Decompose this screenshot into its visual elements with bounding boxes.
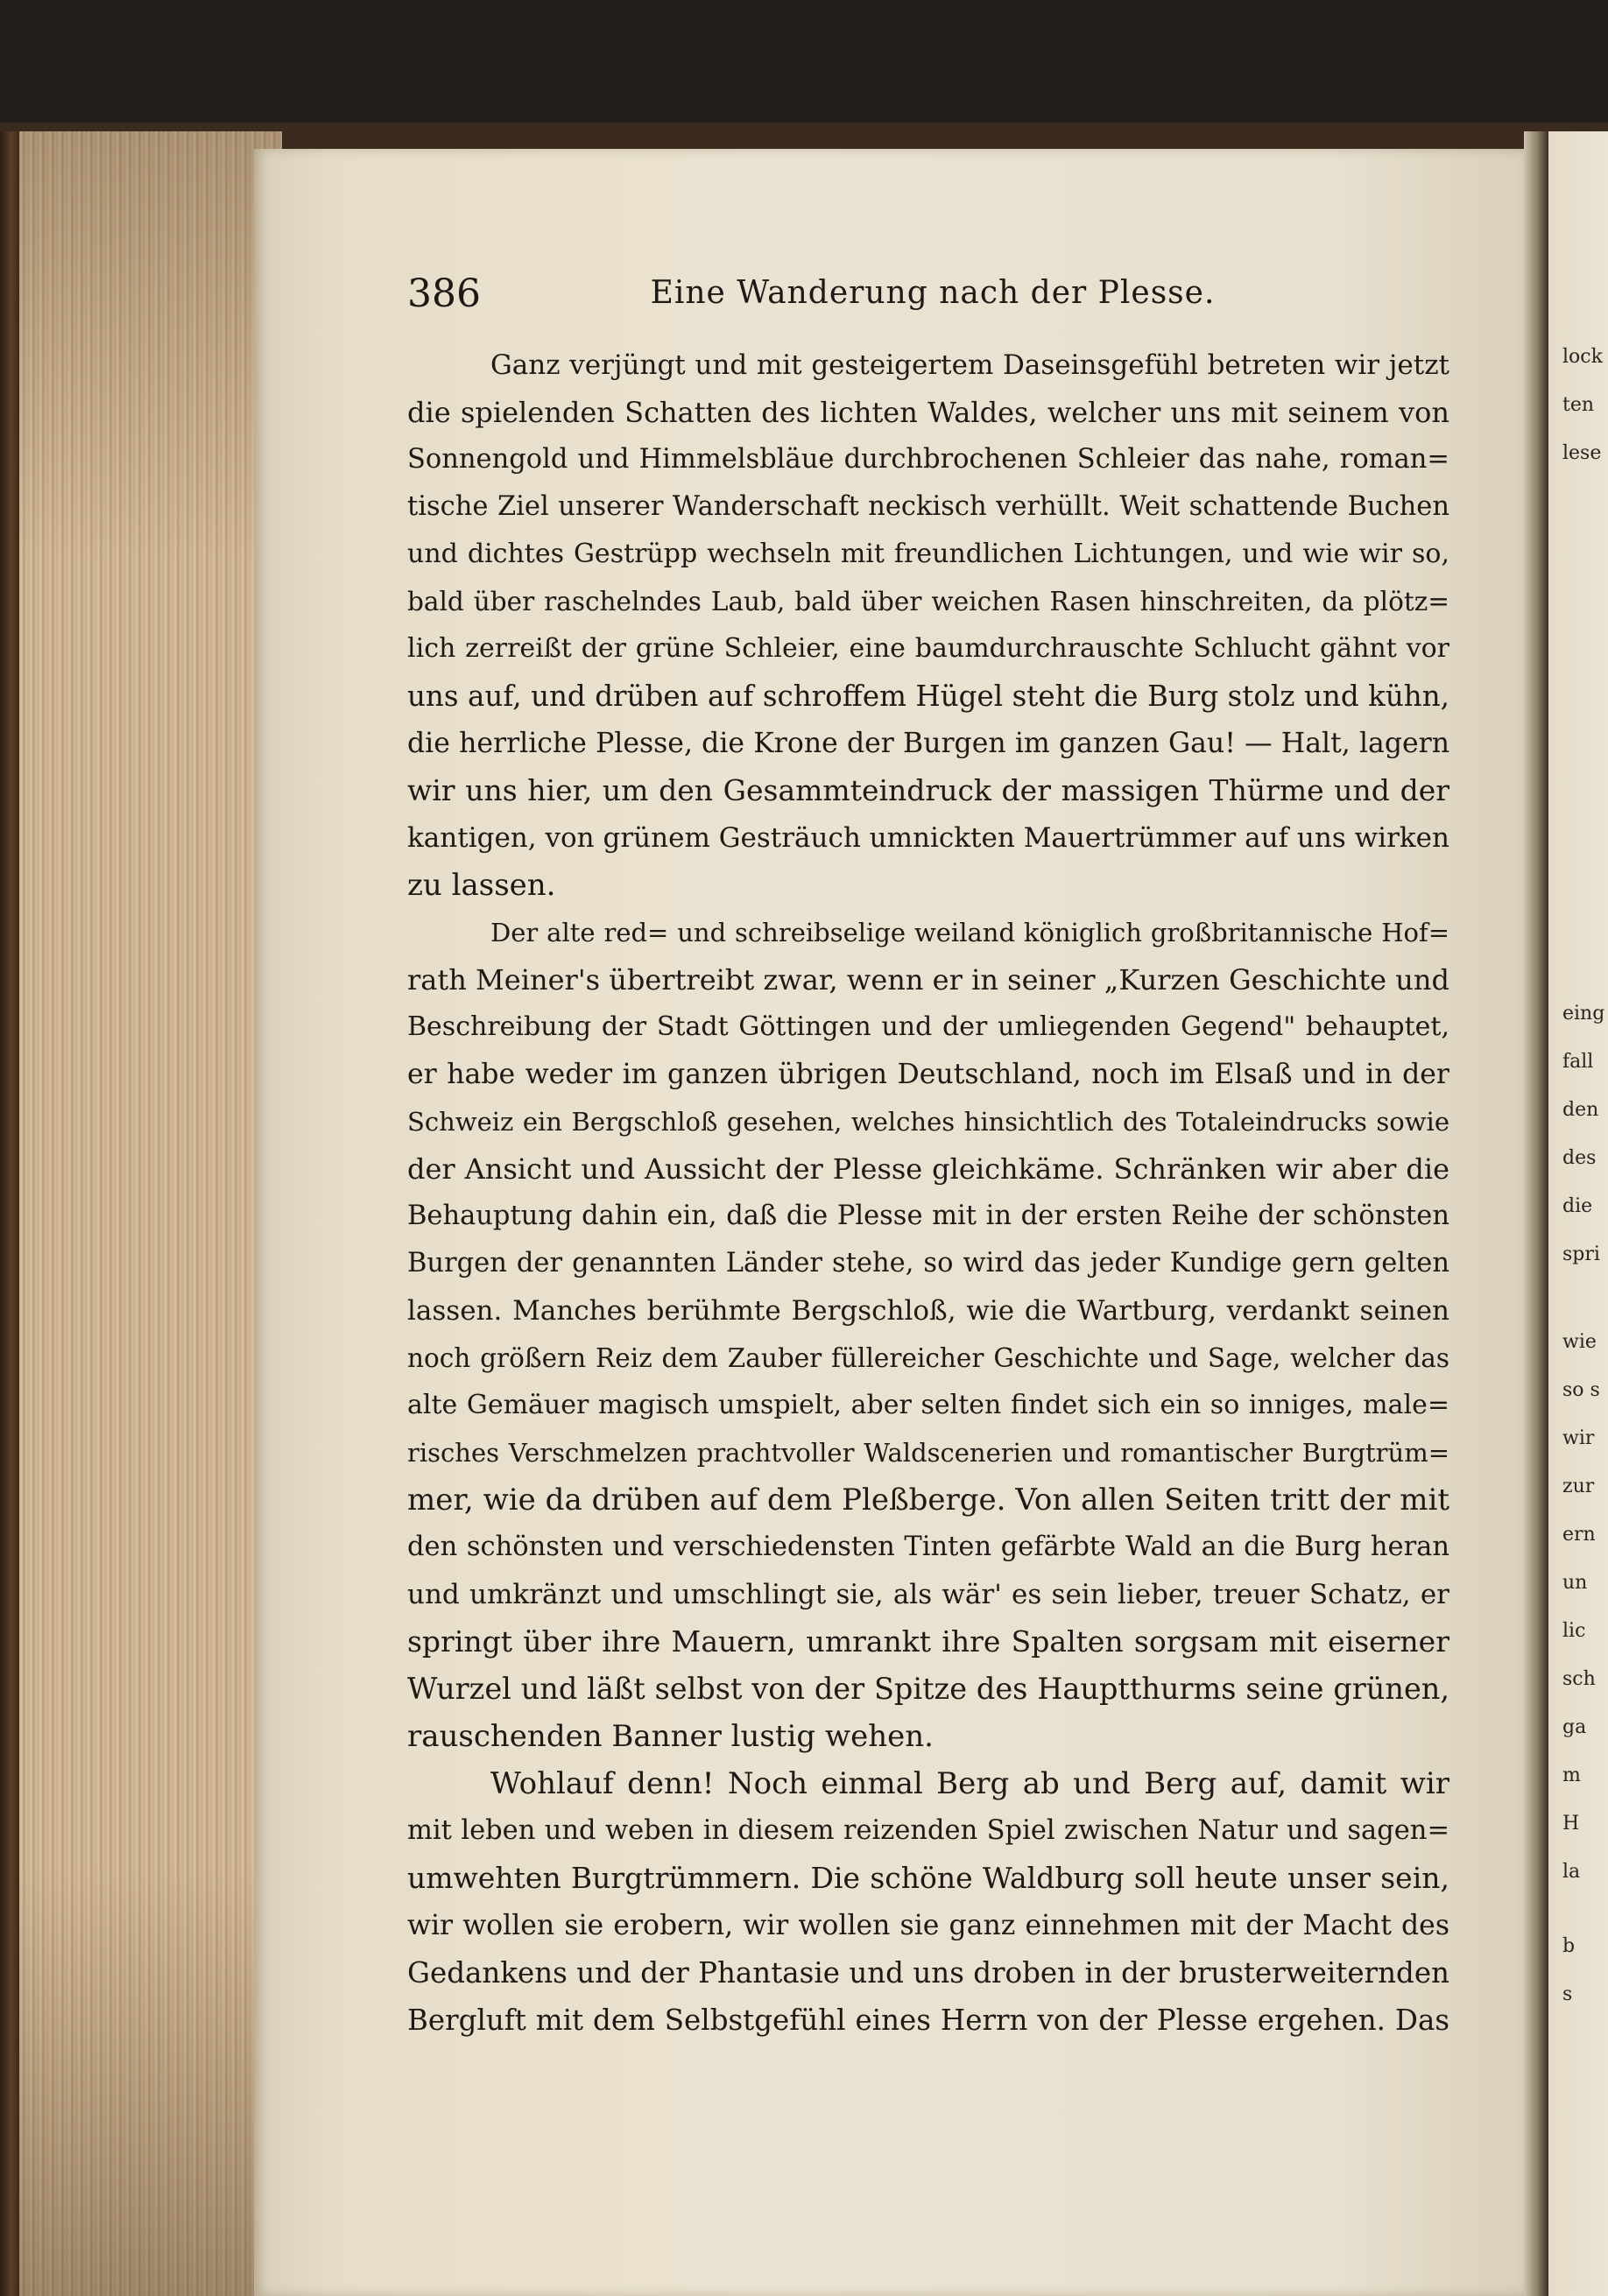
text-line: die spielenden Schatten des lichten Waldes, welcher uns mit seinem von	[407, 396, 1449, 429]
book-spine-edge	[0, 131, 19, 2296]
text-line: den schönsten und verschiedensten Tinten gefärbte Wald an die Burg heran	[407, 1532, 1449, 1562]
text-line: kantigen, von grünem Gesträuch umnickten Mauertrümmer auf uns wirken	[407, 822, 1449, 854]
text-line: und umkränzt und umschlingt sie, als wär' es sein lieber, treuer Schatz, er	[407, 1579, 1449, 1610]
facing-page-fragment: m	[1562, 1764, 1581, 1786]
text-line: Schweiz ein Bergschloß gesehen, welches hinsichtlich des Totaleindrucks sowie	[407, 1107, 1449, 1137]
text-line: rath Meiner's übertreibt zwar, wenn er in seiner „Kurzen Geschichte und	[407, 963, 1449, 997]
facing-page-fragment: H	[1562, 1813, 1580, 1835]
text-line: zu lassen.	[407, 868, 556, 903]
text-line: Wurzel und läßt selbst von der Spitze des Hauptthurms seine grünen,	[407, 1672, 1449, 1706]
facing-page-fragment: fall	[1562, 1051, 1594, 1073]
body-text	[407, 342, 1449, 2044]
text-line: Wohlauf denn! Noch einmal Berg ab und Berg auf, damit wir	[490, 1766, 1449, 1801]
text-line: risches Verschmelzen prachtvoller Waldscenerien und romantischer Burgtrüm=	[407, 1438, 1449, 1468]
text-line: noch größern Reiz dem Zauber füllereicher Geschichte und Sage, welcher das	[407, 1343, 1449, 1373]
text-line: lich zerreißt der grüne Schleier, eine baumdurchrauschte Schlucht gähnt vor	[407, 633, 1449, 664]
text-line: Burgen der genannten Länder stehe, so wird das jeder Kundige gern gelten	[407, 1248, 1449, 1278]
facing-page-fragment: ga	[1562, 1716, 1587, 1738]
text-line: bald über raschelndes Laub, bald über weichen Rasen hinschreiten, da plötz=	[407, 587, 1449, 616]
facing-page-fragment: un	[1562, 1572, 1588, 1594]
text-line: Bergluft mit dem Selbstgefühl eines Herrn von der Plesse ergehen. Das	[407, 2004, 1449, 2037]
text-line: lassen. Manches berühmte Bergschloß, wie die Wartburg, verdankt seinen	[407, 1295, 1449, 1327]
facing-page-fragment: lic	[1562, 1620, 1586, 1642]
facing-page-fragment: sch	[1562, 1668, 1596, 1690]
text-line: Gedankens und der Phantasie und uns droben in der brusterweiternden	[407, 1956, 1449, 1990]
facing-page-fragment: wie	[1562, 1331, 1597, 1353]
text-line: der Ansicht und Aussicht der Plesse gleichkäme. Schränken wir aber die	[407, 1152, 1449, 1186]
text-line: Beschreibung der Stadt Göttingen und der umliegenden Gegend" behauptet,	[407, 1011, 1449, 1042]
text-line: uns auf, und drüben auf schroffem Hügel steht die Burg stolz und kühn,	[407, 680, 1449, 713]
text-line: er habe weder im ganzen übrigen Deutschland, noch im Elsaß und in der	[407, 1059, 1449, 1090]
facing-page-fragment: s	[1562, 1983, 1573, 2005]
text-line: Sonnengold und Himmelsbläue durchbrochenen Schleier das nahe, roman=	[407, 444, 1449, 475]
facing-page-fragments	[1562, 0, 1608, 2296]
facing-page-fragment: die	[1562, 1195, 1593, 1217]
facing-page-fragment: lese	[1562, 442, 1602, 464]
text-line: springt über ihre Mauern, umrankt ihre Spalten sorgsam mit eiserner	[407, 1624, 1449, 1659]
facing-page-fragment: eing	[1562, 1003, 1605, 1025]
text-line: umwehten Burgtrümmern. Die schöne Waldburg soll heute unser sein,	[407, 1861, 1449, 1895]
facing-page-fragment: zur	[1562, 1475, 1595, 1497]
text-line: Der alte red= und schreibselige weiland königlich großbritannische Hof=	[490, 918, 1449, 947]
text-line: wir uns hier, um den Gesammteindruck der massigen Thürme und der	[407, 773, 1449, 807]
text-line: wir wollen sie erobern, wir wollen sie ganz einnehmen mit der Macht des	[407, 1910, 1449, 1941]
facing-page-fragment: ten	[1562, 394, 1595, 416]
text-line: rauschenden Banner lustig wehen.	[407, 1719, 934, 1754]
page-number: 386	[407, 271, 481, 316]
facing-page-fragment: spri	[1562, 1243, 1600, 1265]
text-line: Behauptung dahin ein, daß die Plesse mit in der ersten Reihe der schönsten	[407, 1201, 1449, 1231]
text-line: und dichtes Gestrüpp wechseln mit freundlichen Lichtungen, und wie wir so,	[407, 539, 1449, 569]
text-line: mer, wie da drüben auf dem Pleßberge. Von allen Seiten tritt der mit	[407, 1483, 1449, 1518]
facing-page-fragment: des	[1562, 1147, 1597, 1169]
text-line: Ganz verjüngt und mit gesteigertem Daseinsgefühl betreten wir jetzt	[490, 349, 1449, 381]
facing-page-fragment: so s	[1562, 1379, 1600, 1401]
facing-page-fragment: ern	[1562, 1524, 1596, 1546]
facing-page-fragment: b	[1562, 1935, 1576, 1957]
text-line: tische Ziel unserer Wanderschaft neckisch verhüllt. Weit schattende Buchen	[407, 491, 1449, 522]
text-line: alte Gemäuer magisch umspielt, aber selten findet sich ein so inniges, male=	[407, 1390, 1449, 1420]
running-head	[407, 261, 1458, 322]
page-edges	[19, 131, 282, 2296]
facing-page-fragment: den	[1562, 1099, 1599, 1121]
running-title: Eine Wanderung nach der Plesse.	[650, 275, 1216, 311]
facing-page-fragment: lock	[1562, 346, 1603, 368]
facing-page-fragment: wir	[1562, 1427, 1595, 1449]
text-line: die herrliche Plesse, die Krone der Burgen im ganzen Gau! — Halt, lagern	[407, 728, 1449, 759]
text-line: mit leben und weben in diesem reizenden Spiel zwischen Natur und sagen=	[407, 1815, 1449, 1846]
book-gutter	[1524, 131, 1548, 2296]
facing-page-fragment: la	[1562, 1861, 1581, 1883]
